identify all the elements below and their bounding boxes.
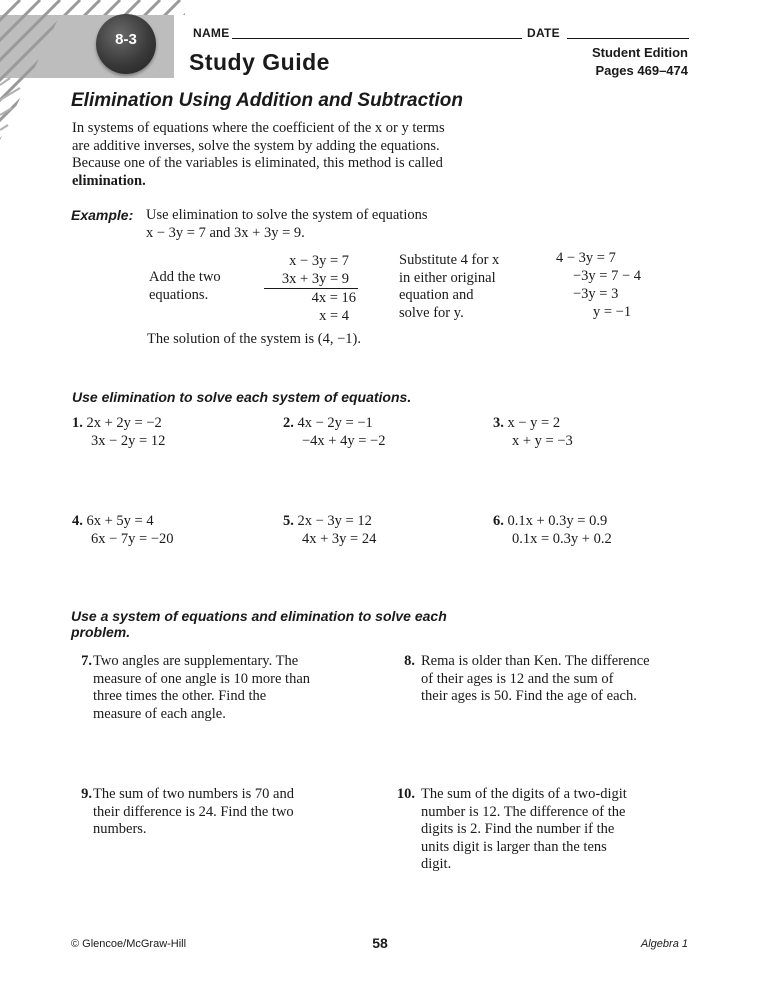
section2-instruction-line: Use a system of equations and elimination to solve each (71, 608, 447, 624)
intro-term: elimination. (72, 172, 146, 189)
problem-text-line: numbers. (93, 821, 147, 837)
step2-eq: −3y = 3 (573, 286, 619, 302)
intro-line: are additive inverses, solve the system by adding the equations. (72, 137, 440, 154)
step2-text-line: equation and (399, 287, 474, 303)
pages-label: Pages 469–474 (595, 63, 688, 78)
study-guide-title: Study Guide (189, 49, 330, 75)
problem-9 (93, 786, 373, 839)
problem-number: 5. (283, 513, 294, 529)
lesson-title: Elimination Using Addition and Subtraction (71, 90, 463, 111)
name-line[interactable] (232, 38, 522, 39)
problem-eq: −4x + 4y = −2 (302, 433, 386, 449)
problem-eq: 6x + 5y = 4 (86, 513, 154, 529)
problem-8 (421, 653, 701, 706)
problem-eq: 6x − 7y = −20 (91, 531, 174, 547)
step2-text (399, 252, 499, 322)
step2-eq: 4 − 3y = 7 (556, 250, 616, 266)
step1-eq: 3x + 3y = 9 (264, 270, 358, 289)
step2-text-line: solve for y. (399, 304, 464, 321)
problem-text-line: number is 12. The difference of the (421, 803, 626, 820)
problem-eq: x − y = 2 (507, 415, 561, 431)
problem-text-line: The sum of two numbers is 70 and (93, 786, 294, 802)
date-line[interactable] (567, 38, 689, 39)
problem-3 (493, 414, 573, 450)
section2-instruction-line: problem. (71, 624, 131, 640)
date-label: DATE (527, 26, 560, 40)
problem-4 (72, 512, 174, 548)
step2-math (556, 249, 641, 321)
problem-number: 3. (493, 415, 504, 431)
problem-number: 1. (72, 415, 83, 431)
step1-text-line: Add the two (149, 269, 221, 285)
problem-number: 10. (396, 786, 415, 802)
problem-7 (93, 653, 373, 723)
lesson-number: 8-3 (115, 31, 137, 48)
problem-5 (283, 512, 376, 548)
step1-eq: x − 3y = 7 (289, 253, 349, 269)
problem-text-line: their difference is 24. Find the two (93, 803, 294, 820)
edition-info (540, 44, 688, 80)
problem-eq: x + y = −3 (512, 433, 573, 449)
step2-eq: −3y = 7 − 4 (573, 268, 642, 284)
step1-math (258, 252, 358, 325)
header-stripes-decoration (0, 0, 185, 140)
example-solution: The solution of the system is (4, −1). (147, 331, 361, 347)
problem-text-line: The sum of the digits of a two-digit (421, 786, 627, 802)
problem-text-line: three times the other. Find the (93, 688, 267, 704)
example-label: Example: (71, 207, 134, 223)
example-prompt-line: x − 3y = 7 and 3x + 3y = 9. (146, 224, 305, 241)
problem-text-line: measure of one angle is 10 more than (93, 670, 311, 687)
problem-text-line: units digit is larger than the tens (421, 838, 607, 855)
step2-eq: y = −1 (593, 304, 632, 320)
problem-number: 6. (493, 513, 504, 529)
problem-eq: 3x − 2y = 12 (91, 433, 166, 449)
problem-eq: 4x + 3y = 24 (302, 531, 377, 547)
edition-label: Student Edition (591, 45, 688, 60)
step1-text (149, 269, 221, 304)
step1-eq: 4x = 16 (311, 290, 356, 306)
problem-1 (72, 414, 165, 450)
problem-text-line: digits is 2. Find the number if the (421, 821, 615, 837)
step2-text-line: Substitute 4 for x (399, 252, 500, 268)
intro-line: In systems of equations where the coefficient of the x or y terms (72, 120, 445, 136)
intro-paragraph (72, 120, 532, 190)
problem-text-line: digit. (421, 856, 452, 872)
problem-number: 4. (72, 513, 83, 529)
problem-number: 9. (81, 786, 92, 802)
example-prompt (146, 207, 428, 242)
example-prompt-line: Use elimination to solve the system of equations (146, 207, 428, 223)
problem-text-line: Two angles are supplementary. The (93, 653, 299, 669)
footer-course: Algebra 1 (640, 938, 688, 950)
section2-instruction (71, 608, 447, 640)
problem-number: 8. (404, 653, 415, 669)
problem-text-line: their ages is 50. Find the age of each. (421, 688, 637, 704)
problem-10 (421, 786, 701, 874)
problem-text-line: Rema is older than Ken. The difference (421, 653, 650, 669)
problem-eq: 2x + 2y = −2 (86, 415, 162, 431)
problem-2 (283, 414, 385, 450)
footer-copyright: © Glencoe/McGraw-Hill (71, 938, 187, 950)
name-label: NAME (193, 26, 230, 40)
step2-text-line: in either original (399, 269, 496, 286)
step1-text-line: equations. (149, 286, 209, 303)
problem-number: 7. (81, 653, 92, 669)
problem-eq: 0.1x + 0.3y = 0.9 (507, 513, 608, 529)
problem-text-line: measure of each angle. (93, 705, 226, 722)
footer-page-number: 58 (372, 935, 388, 951)
problem-eq: 4x − 2y = −1 (297, 415, 373, 431)
problem-eq: 2x − 3y = 12 (297, 513, 372, 529)
problem-text-line: of their ages is 12 and the sum of (421, 670, 614, 687)
problem-6 (493, 512, 612, 548)
section1-instruction: Use elimination to solve each system of equations. (72, 389, 412, 405)
problem-number: 2. (283, 415, 294, 431)
intro-line: Because one of the variables is eliminated, this method is called (72, 155, 443, 171)
problem-eq: 0.1x = 0.3y + 0.2 (512, 531, 612, 547)
step1-eq: x = 4 (319, 308, 349, 324)
